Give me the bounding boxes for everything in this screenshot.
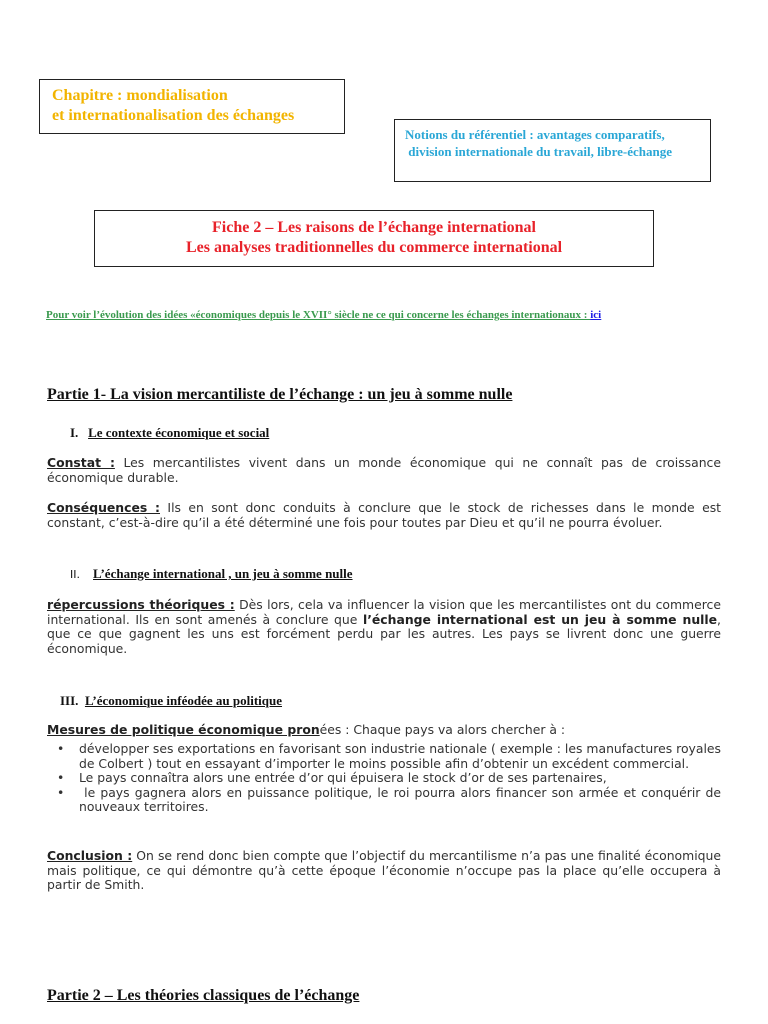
section-2-title: L’échange international , un jeu à somme nulle [93,566,353,581]
section-2-heading [70,566,353,582]
mesures-text: ées : Chaque pays va alors chercher à : [319,722,566,737]
mesures-list [47,741,725,815]
conclusion-text: On se rend donc bien compte que l’objectif du mercantilisme n’a pas une finalité économique mais politique, ce qui démontre qu’à cette époque l’économie n’occupe pas la place qu’elle occupera à partir de Smith. [47,848,721,893]
constat-paragraph [47,456,721,485]
mesures-paragraph [47,723,721,738]
ideas-evolution-text: Pour voir l’évolution des idées «économiques depuis le XVII° siècle ne ce qui concerne les échanges internationaux : [46,309,591,321]
list-item: • le pays gagnera alors en puissance politique, le roi pourra alors financer son armée et conquérir de nouveaux territoires. [57,784,725,815]
section-2-number: II. [70,568,80,581]
fiche-box [94,210,654,267]
notions-line2: division internationale du travail, libre-échange [405,144,672,159]
consequences-label: Conséquences : [47,500,160,515]
chapter-box [39,79,345,134]
consequences-text: Ils en sont donc conduits à conclure que le stock de richesses dans le monde est constant, c’est-à-dire qu’il a été déterminé une fois pour toutes par Dieu et qu’il ne pourra évoluer. [47,500,722,530]
list-item: • développer ses exportations en favorisant son industrie nationale ( exemple : les manufactures royales de Colbert ) tout en essayant d’importer le moins possible afin d’obtenir un excédent commercial. [57,741,721,771]
repercussions-paragraph [47,598,721,656]
fiche-title-line1: Fiche 2 – Les raisons de l’échange international [212,219,536,236]
section-1-number: I. [70,425,79,440]
section-3-number: III. [60,693,79,708]
list-item: • Le pays connaîtra alors une entrée d’or qui épuisera le stock d’or de ses partenaires, [57,770,607,786]
bullet-icon: • [57,770,65,786]
repercussions-text-a: Dès lors, cela va influencer la vision que les mercantilistes ont du commerce international. Ils en sont amenés à conclure que [47,597,721,627]
constat-text: Les mercantilistes vivent dans un monde économique qui ne connaît pas de croissance économique durable. [47,455,721,485]
section-1-heading [70,425,269,441]
conclusion-paragraph [47,849,721,893]
conclusion-label: Conclusion : [47,848,133,863]
section-1-title: Le contexte économique et social [88,425,270,440]
repercussions-text-b: , que ce que gagnent les uns est forcément perdu par les autres. Les pays se livrent donc une guerre économique. [47,611,721,656]
notions-line1: Notions du référentiel : avantages comparatifs, [405,127,665,142]
part2-title: Partie 2 – Les théories classiques de l’échange [47,987,360,1004]
repercussions-bold: l’échange international est un jeu à somme nulle [362,611,718,627]
ideas-evolution-line [46,309,746,321]
ici-link[interactable]: ici [590,309,602,321]
chapter-title-line1: Chapitre : mondialisation [52,87,228,104]
bullet-icon: • [57,741,65,756]
constat-label: Constat : [47,455,115,470]
chapter-title-line2: et internationalisation des échanges [52,107,295,124]
repercussions-label: répercussions théoriques : [47,597,235,612]
bullet-icon: • [57,784,65,800]
notions-box [394,119,711,182]
section-3-heading [60,693,282,709]
mesures-label: Mesures de politique économique pron [47,722,320,737]
consequences-paragraph [47,501,721,530]
section-3-title: L’économique inféodée au politique [84,693,283,708]
fiche-title-line2: Les analyses traditionnelles du commerce international [185,239,563,256]
part1-title: Partie 1- La vision mercantiliste de l’échange : un jeu à somme nulle [47,386,513,403]
